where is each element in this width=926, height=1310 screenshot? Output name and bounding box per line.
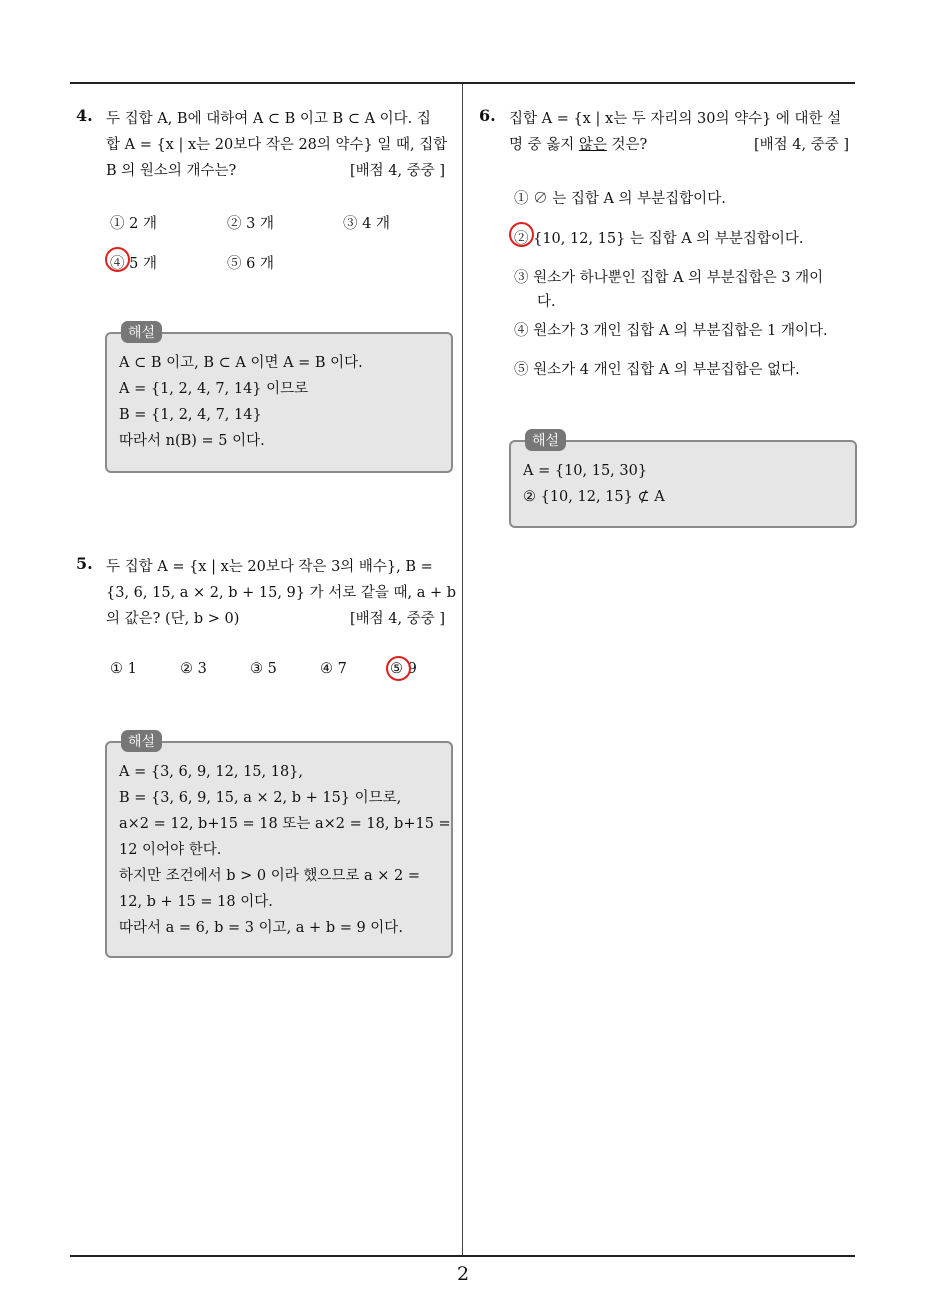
answer-mark-circle [105,247,130,272]
choice-5[interactable]: ⑤ 6 개 [227,256,274,272]
solution-line: ② {10, 12, 15} ⊄ A [523,489,665,505]
solution-line: 하지만 조건에서 b > 0 이라 했으므로 a × 2 = [119,868,421,884]
solution-line: 12 이어야 한다. [119,842,222,858]
problem-line: 집합 A = {x | x는 두 자리의 30의 약수} 에 대한 설 [509,111,842,127]
column-divider [462,84,463,1256]
choice-1[interactable]: ① ∅ 는 집합 A 의 부분집합이다. [514,191,726,207]
problem-line: 두 집합 A, B에 대하여 A ⊂ B 이고 B ⊂ A 이다. 집 [106,111,431,127]
problem-5 [76,554,456,644]
choice-3[interactable]: ③ 4 개 [343,216,390,232]
choice-5[interactable]: ⑤ 원소가 4 개인 집합 A 의 부분집합은 없다. [514,362,800,378]
choice-4[interactable]: ④ 7 [320,661,347,677]
solution-line: A = {10, 15, 30} [523,463,648,479]
problem-line-part: 것은? [606,137,648,153]
choice-3-continued: 다. [537,294,556,310]
solution-line: 따라서 a = 6, b = 3 이고, a + b = 9 이다. [119,920,403,936]
solution-box [509,433,857,528]
solution-text [119,350,363,454]
solution-line: B = {1, 2, 4, 7, 14} [119,407,262,423]
choice-2[interactable]: ② 3 개 [227,216,274,232]
solution-text [119,759,451,941]
choice-4[interactable]: ④ 5 개 [110,256,157,272]
page-number: 2 [456,1263,470,1285]
solution-box [105,325,453,473]
choice-1[interactable]: ① 1 [110,661,137,677]
solution-line: A = {1, 2, 4, 7, 14} 이므로 [119,381,309,397]
solution-line: B = {3, 6, 9, 15, a × 2, b + 15} 이므로, [119,790,402,806]
underlined-word: 않은 [578,137,607,153]
score-meta: [배점 4, 중중 ] [350,163,446,179]
choice-2[interactable]: ② {10, 12, 15} 는 집합 A 의 부분집합이다. [514,231,804,247]
choice-3[interactable]: ③ 원소가 하나뿐인 집합 A 의 부분집합은 3 개이 [514,270,824,286]
problem-line-part: 명 중 옳지 [509,137,579,153]
answer-mark-circle [509,222,534,247]
solution-line: A ⊂ B 이고, B ⊂ A 이면 A = B 이다. [119,355,363,371]
solution-tag: 해설 [525,429,566,451]
choice-2[interactable]: ② 3 [180,661,207,677]
choice-3[interactable]: ③ 5 [250,661,277,677]
score-meta: [배점 4, 중중 ] [350,611,446,627]
solution-line: 따라서 n(B) = 5 이다. [119,433,265,449]
solution-line: 12, b + 15 = 18 이다. [119,894,273,910]
problem-line: 두 집합 A = {x | x는 20보다 작은 3의 배수}, B = [106,559,433,575]
answer-mark-circle [386,656,411,681]
problem-number: 4. [76,106,93,125]
solution-tag: 해설 [121,730,162,752]
choice-4[interactable]: ④ 원소가 3 개인 집합 A 의 부분집합은 1 개이다. [514,323,828,339]
solution-line: A = {3, 6, 9, 12, 15, 18}, [119,764,304,780]
problem-line: B 의 원소의 개수는? [106,163,237,179]
problem-number: 6. [479,106,496,125]
solution-box [105,734,453,958]
choice-1[interactable]: ① 2 개 [110,216,157,232]
problem-line: 의 값은? (단, b > 0) [106,611,240,627]
problem-line: {3, 6, 15, a × 2, b + 15, 9} 가 서로 같을 때, a + b [106,585,456,601]
bottom-rule [70,1255,855,1257]
problem-4 [76,106,456,196]
score-meta: [배점 4, 중중 ] [754,137,850,153]
problem-number: 5. [76,554,93,573]
problem-line: 합 A = {x | x는 20보다 작은 28의 약수} 일 때, 집합 [106,137,448,153]
choice-5[interactable]: ⑤ 9 [390,661,417,677]
solution-line: a×2 = 12, b+15 = 18 또는 a×2 = 18, b+15 = [119,816,451,832]
solution-tag: 해설 [121,321,162,343]
solution-text [523,458,665,510]
